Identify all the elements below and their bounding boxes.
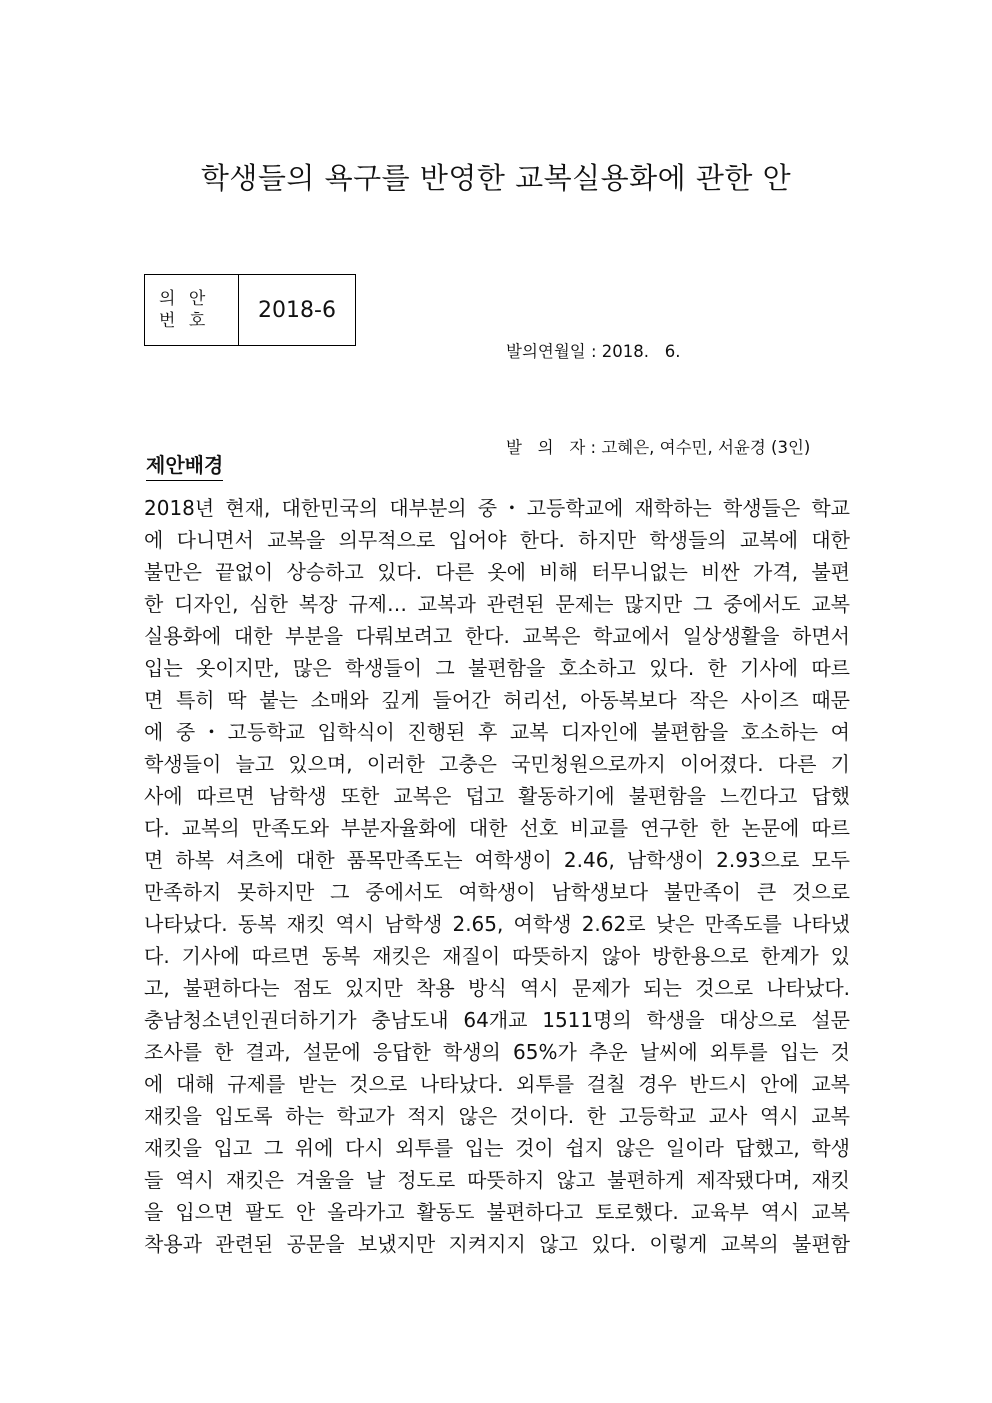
body-line: 실용화에 대한 부분을 다뤄보려고 한다. 교복은 학교에서 일상생활을 하면서 [144, 624, 850, 648]
body-line: 불만은 끝없이 상승하고 있다. 다른 옷에 비해 터무니없는 비싼 가격, 불편 [144, 560, 850, 584]
bill-number-box [144, 274, 356, 346]
body-line: 착용과 관련된 공문을 보냈지만 지켜지지 않고 있다. 이렇게 교복의 불편함 [144, 1232, 850, 1256]
body-line: 사에 따르면 남학생 또한 교복은 덥고 활동하기에 불편함을 느낀다고 답했 [144, 784, 850, 808]
proposal-meta [506, 272, 810, 496]
bill-label-line-1: 의 안 [159, 289, 210, 309]
body-line: 재킷을 입고 그 위에 다시 외투를 입는 것이 쉽지 않은 일이라 답했고, 학생 [144, 1136, 850, 1160]
body-paragraph [144, 492, 850, 1260]
body-line: 입는 옷이지만, 많은 학생들이 그 불편함을 호소하고 있다. 한 기사에 따르 [144, 656, 850, 680]
body-line: 면 특히 딱 붙는 소매와 깊게 들어간 허리선, 아동복보다 작은 사이즈 때문 [144, 688, 850, 712]
bill-number-value: 2018-6 [258, 297, 336, 323]
body-line: 학생들이 늘고 있으며, 이러한 고충은 국민청원으로까지 이어졌다. 다른 기 [144, 752, 850, 776]
body-line: 들 역시 재킷은 겨울을 날 정도로 따뜻하지 않고 불편하게 제작됐다며, 재킷 [144, 1168, 850, 1192]
body-line: 고, 불편하다는 점도 있지만 착용 방식 역시 문제가 되는 것으로 나타났다. [144, 976, 850, 1000]
section-heading: 제안배경 [146, 452, 223, 481]
proposers: 발 의 자 : 고혜은, 여수민, 서윤경 (3인) [506, 438, 811, 457]
proposal-date: 발의연월일 : 2018. 6. [506, 342, 681, 361]
body-line: 조사를 한 결과, 설문에 응답한 학생의 65%가 추운 날씨에 외투를 입는 것 [144, 1040, 850, 1064]
body-line: 다. 기사에 따르면 동복 재킷은 재질이 따뜻하지 않아 방한용으로 한계가 있 [144, 944, 850, 968]
bill-label-line-2: 번 호 [159, 311, 210, 331]
body-line: 을 입으면 팔도 안 올라가고 활동도 불편하다고 토로했다. 교육부 역시 교복 [144, 1200, 850, 1224]
body-line: 2018년 현재, 대한민국의 대부분의 중・고등학교에 재학하는 학생들은 학교 [144, 496, 850, 520]
body-line: 한 디자인, 심한 복장 규제… 교복과 관련된 문제는 많지만 그 중에서도 교복 [144, 592, 850, 616]
body-line: 다. 교복의 만족도와 부분자율화에 대한 선호 비교를 연구한 한 논문에 따르 [144, 816, 850, 840]
body-line: 에 다니면서 교복을 의무적으로 입어야 한다. 하지만 학생들의 교복에 대한 [144, 528, 850, 552]
body-line: 만족하지 못하지만 그 중에서도 여학생이 남학생보다 불만족이 큰 것으로 [144, 880, 850, 904]
document-title: 학생들의 욕구를 반영한 교복실용화에 관한 안 [200, 161, 792, 195]
body-line: 충남청소년인권더하기가 충남도내 64개교 1511명의 학생을 대상으로 설문 [144, 1008, 850, 1032]
bill-number-label [145, 275, 239, 345]
body-line: 에 중・고등학교 입학식이 진행된 후 교복 디자인에 불편함을 호소하는 여 [144, 720, 850, 744]
body-line: 에 대해 규제를 받는 것으로 나타났다. 외투를 걸칠 경우 반드시 안에 교복 [144, 1072, 850, 1096]
body-line: 면 하복 셔츠에 대한 품목만족도는 여학생이 2.46, 남학생이 2.93으로 모두 [144, 848, 850, 872]
body-line: 재킷을 입도록 하는 학교가 적지 않은 것이다. 한 고등학교 교사 역시 교복 [144, 1104, 850, 1128]
body-line: 나타났다. 동복 재킷 역시 남학생 2.65, 여학생 2.62로 낮은 만족도를 나타냈 [144, 912, 850, 936]
